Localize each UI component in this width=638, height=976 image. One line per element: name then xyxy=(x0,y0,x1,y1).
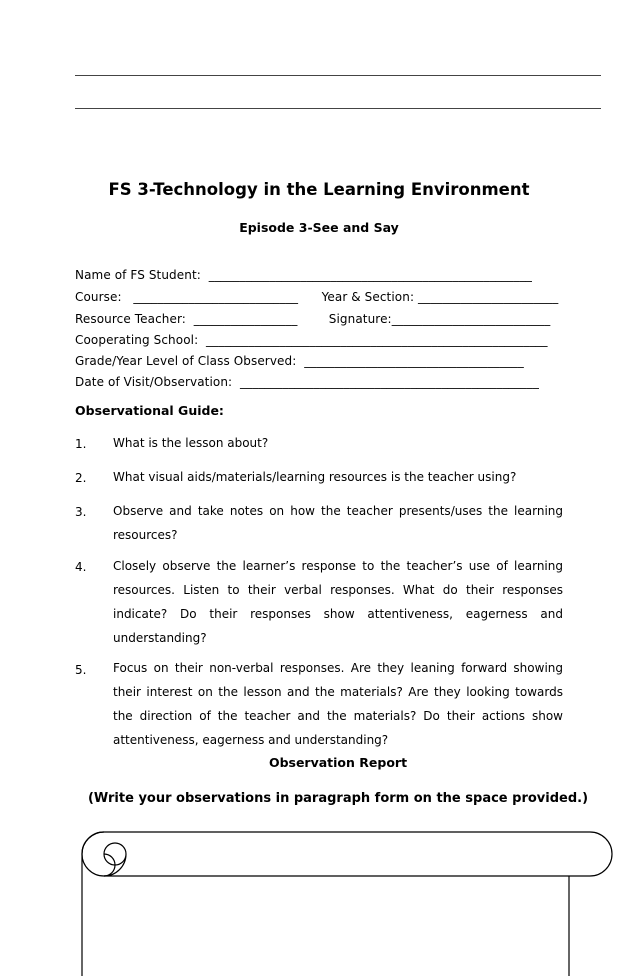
cooperating-school-field[interactable]: Cooperating School: ________________________________________________________ xyxy=(75,333,548,347)
guide-item-3: Observe and take notes on how the teacher presents/uses the learning resources? xyxy=(113,504,563,542)
item-number: 1. xyxy=(75,437,87,451)
observational-guide-heading: Observational Guide: xyxy=(75,403,224,418)
guide-item-1: What is the lesson about? xyxy=(113,436,269,450)
document-title: FS 3-Technology in the Learning Environment xyxy=(108,180,530,199)
course-field[interactable]: Course: ___________________________ Year & Section: _______________________ xyxy=(75,290,559,304)
item-number: 5. xyxy=(75,663,87,677)
visit-date-field[interactable]: Date of Visit/Observation: _________________________________________________ xyxy=(75,375,539,389)
episode-title: Episode 3-See and Say xyxy=(239,220,399,235)
student-name-field[interactable]: Name of FS Student: _____________________________________________________ xyxy=(75,268,533,282)
guide-item-5: Focus on their non-verbal responses. Are they leaning forward showing their interest on the lesson and the materials? Are they looking towards the direction of the teacher and the materials? Do their actions show attentiveness, eagerness and understanding? xyxy=(113,661,563,747)
item-number: 4. xyxy=(75,560,87,574)
item-number: 3. xyxy=(75,505,87,519)
guide-item-4: Closely observe the learner’s response to the teacher’s use of learning resources. Listen to their verbal responses. What do their responses indicate? Do their responses show attentiveness, eagerness and understanding? xyxy=(113,559,563,645)
guide-item-2: What visual aids/materials/learning resources is the teacher using? xyxy=(113,470,517,484)
resource-teacher-field[interactable]: Resource Teacher: _________________ Signature:__________________________ xyxy=(75,312,551,326)
observation-report-instruction: (Write your observations in paragraph form on the space provided.) xyxy=(87,791,589,806)
grade-level-field[interactable]: Grade/Year Level of Class Observed: ____________________________________ xyxy=(75,354,524,368)
observation-report-heading: Observation Report xyxy=(268,755,408,770)
item-number: 2. xyxy=(75,471,87,485)
